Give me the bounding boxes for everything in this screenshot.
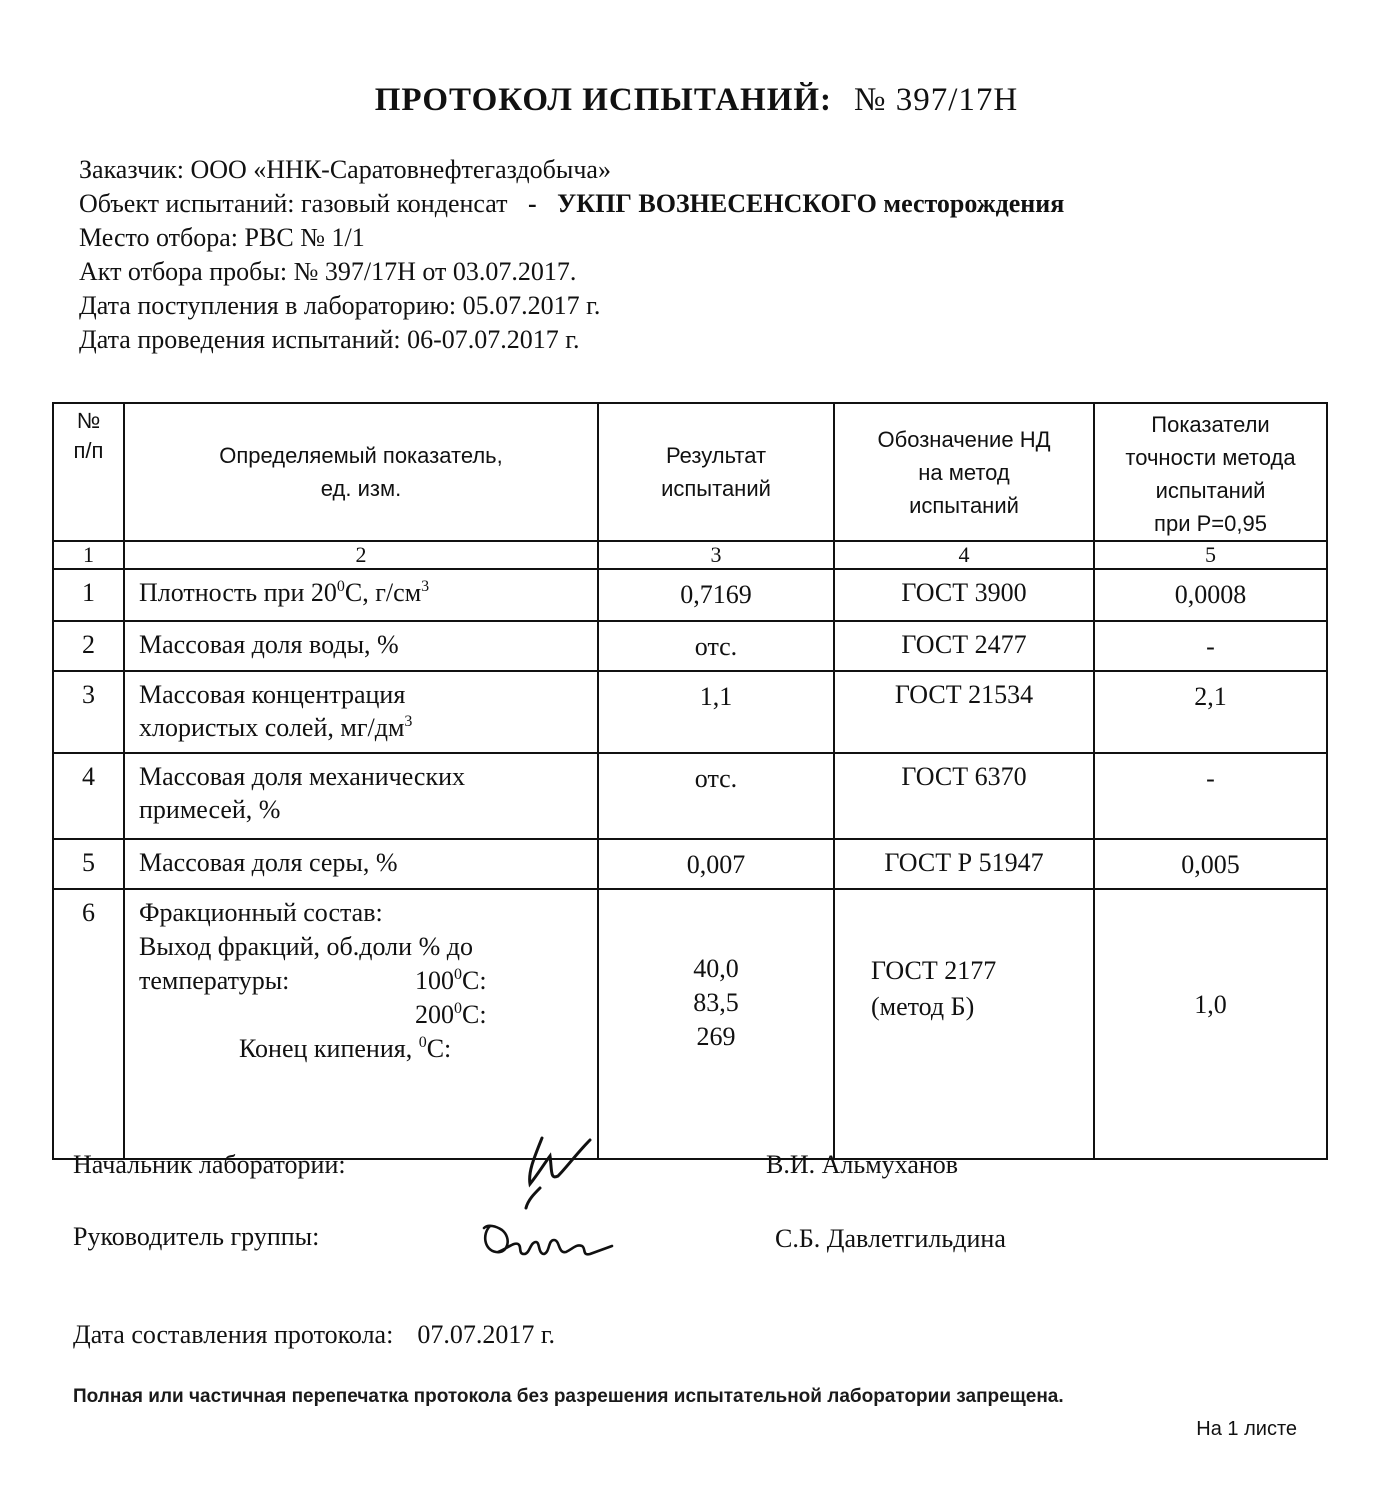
method-accuracy: 0,0008 [1094, 569, 1327, 621]
test-result: 0,007 [598, 839, 834, 889]
received-value: 05.07.2017 г. [462, 291, 601, 320]
method-standard: ГОСТ 21534 [834, 671, 1094, 753]
protocol-header [79, 153, 1064, 357]
method-accuracy: 0,005 [1094, 839, 1327, 889]
indicator-name: Массовая доля механических примесей, % [124, 753, 598, 839]
column-number: 2 [124, 541, 598, 569]
tested-label: Дата проведения испытаний: [79, 325, 401, 354]
sampling-act-line [79, 255, 1064, 289]
group-role: Руководитель группы: [73, 1222, 320, 1251]
object-line [79, 187, 1064, 221]
head-role: Начальник лаборатории: [73, 1150, 346, 1179]
title-main: ПРОТОКОЛ ИСПЫТАНИЙ: [374, 82, 833, 118]
table-row [53, 839, 1327, 889]
method-standard: ГОСТ 6370 [834, 753, 1094, 839]
received-label: Дата поступления в лабораторию: [79, 291, 457, 320]
column-number: 5 [1094, 541, 1327, 569]
header-result: Результат испытаний [598, 403, 834, 541]
table-row [53, 753, 1327, 839]
act-label: Акт отбора пробы: [79, 257, 288, 286]
reprint-notice: Полная или частичная перепечатка протокола без разрешения испытательной лаборатории запрещена. [73, 1386, 1064, 1407]
customer-line [79, 153, 1064, 187]
protocol-title [0, 82, 1393, 119]
method-accuracy: - [1094, 621, 1327, 671]
head-signature [500, 1128, 600, 1212]
test-result: 0,7169 [598, 569, 834, 621]
method-accuracy: 2,1 [1094, 671, 1327, 753]
object-value: газовый конденсат [301, 189, 508, 218]
header-number: № п/п [53, 403, 124, 541]
test-result: 1,1 [598, 671, 834, 753]
protocol-date-line [73, 1318, 555, 1352]
protocol-date-value: 07.07.2017 г. [417, 1320, 556, 1349]
indicator-name: Фракционный состав: Выход фракций, об.доли % до температуры: $100^0С$: $200^0С$: Конец кипения, $^0$С: [124, 889, 598, 1159]
sampling-place-line [79, 221, 1064, 255]
place-value: РВС № 1/1 [244, 223, 365, 252]
protocol-number: № 397/17Н [854, 82, 1019, 118]
indicator-name: Плотность при $20^0С$, $г/см^3$ [124, 569, 598, 621]
method-standard: ГОСТ 2477 [834, 621, 1094, 671]
header-method: Обозначение НД на метод испытаний [834, 403, 1094, 541]
row-number: 3 [53, 671, 124, 753]
table-row [53, 569, 1327, 621]
method-accuracy: 1,0 [1094, 889, 1327, 1159]
row-number: 6 [53, 889, 124, 1159]
group-signature [478, 1212, 618, 1268]
method-standard: ГОСТ 2177 (метод Б) [834, 889, 1094, 1159]
sheet-count: На 1 листе [1196, 1418, 1297, 1440]
method-standard: ГОСТ Р 51947 [834, 839, 1094, 889]
row-number: 2 [53, 621, 124, 671]
act-value: № 397/17Н от 03.07.2017. [293, 257, 577, 286]
method-accuracy: - [1094, 753, 1327, 839]
column-number: 4 [834, 541, 1094, 569]
object-separator: - [528, 189, 537, 218]
table-row [53, 889, 1327, 1159]
received-date-line [79, 289, 1064, 323]
test-result: отс. [598, 753, 834, 839]
header-accuracy: Показатели точности метода испытаний при Р=0,95 [1094, 403, 1327, 541]
tested-value: 06-07.07.2017 г. [407, 325, 580, 354]
object-label: Объект испытаний: [79, 189, 295, 218]
header-indicator: Определяемый показатель, ед. изм. [124, 403, 598, 541]
place-label: Место отбора: [79, 223, 239, 252]
group-name: С.Б. Давлетгильдина [775, 1224, 1006, 1253]
row-number: 1 [53, 569, 124, 621]
head-name: В.И. Альмуханов [766, 1150, 959, 1179]
test-result: 40,0 83,5 269 [598, 889, 834, 1159]
indicator-name: Массовая доля серы, % [124, 839, 598, 889]
column-number: 1 [53, 541, 124, 569]
indicator-name: Массовая концентрация хлористых солей, $мг/дм^3$ [124, 671, 598, 753]
test-date-line [79, 323, 1064, 357]
test-result: отс. [598, 621, 834, 671]
table-header-row [53, 403, 1327, 541]
column-number-row [53, 541, 1327, 569]
results-table [52, 402, 1328, 1160]
customer-label: Заказчик: [79, 155, 184, 184]
row-number: 5 [53, 839, 124, 889]
method-standard: ГОСТ 3900 [834, 569, 1094, 621]
table-row [53, 621, 1327, 671]
customer-value: ООО «ННК-Саратовнефтегаздобыча» [190, 155, 611, 184]
table-row [53, 671, 1327, 753]
row-number: 4 [53, 753, 124, 839]
indicator-name: Массовая доля воды, % [124, 621, 598, 671]
column-number: 3 [598, 541, 834, 569]
object-site: УКПГ ВОЗНЕСЕНСКОГО месторождения [557, 189, 1065, 218]
protocol-date-label: Дата составления протокола: [73, 1320, 394, 1349]
